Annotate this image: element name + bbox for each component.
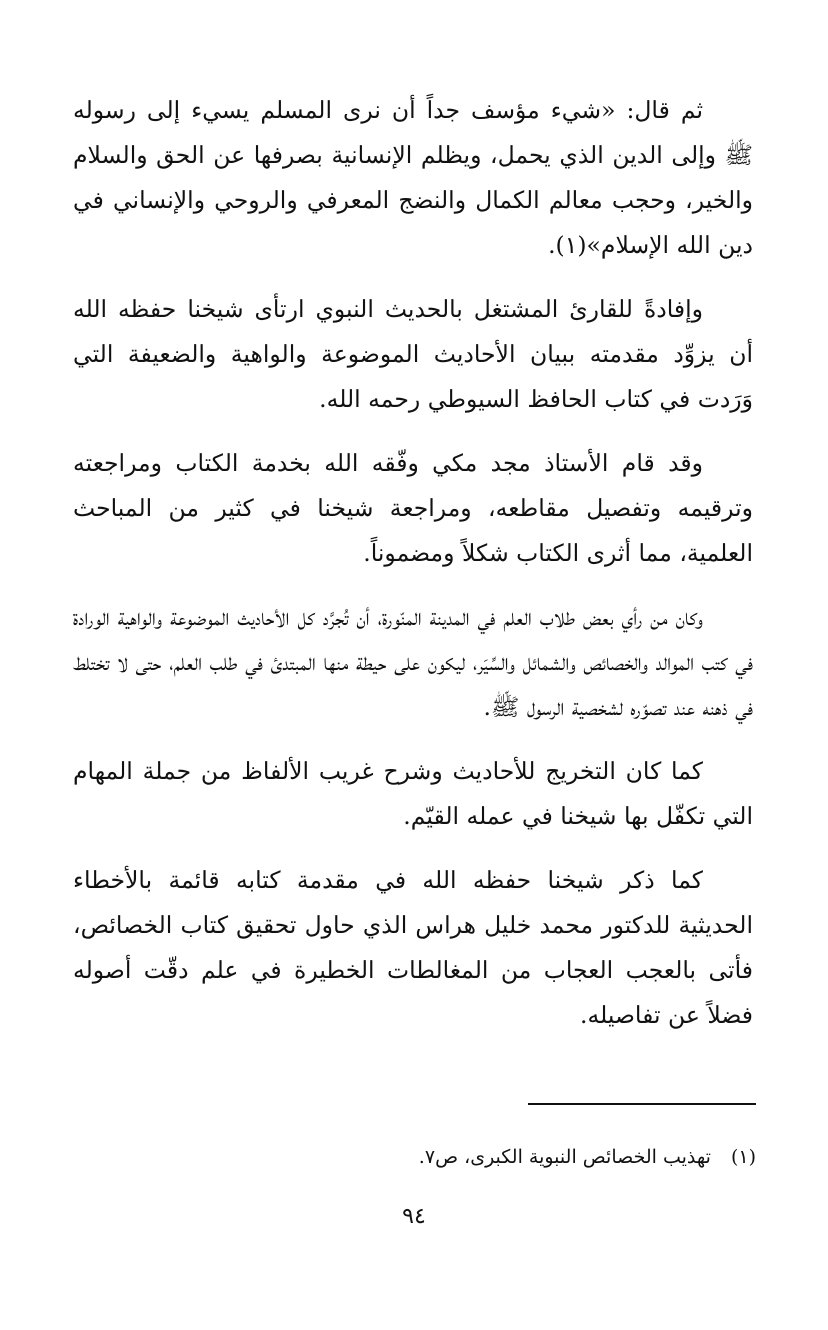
paragraph-4: وكان من رأي بعض طلاب العلم في المدينة المنّورة، أن تُجرَّد كل الأحاديث الموضوعة والواهية الورادة في كتب الموالد والخصائص والشمائل والسِّيَر، ليكون على حيطة منها المبتدئ في طلب العلم، حتى لا تختلط في ذهنه عند تصوّره لشخصية الرسول ﷺ. [73, 603, 753, 721]
footnote-text: تهذيب الخصائص النبوية الكبرى، ص٧. [418, 1146, 711, 1168]
footnote-divider [528, 1103, 756, 1105]
footnote [76, 1142, 756, 1172]
paragraph-1: ثم قال: «شيء مؤسف جداً أن نرى المسلم يسيء إلى رسوله ﷺ وإلى الدين الذي يحمل، ويظلم الإنسانية بصرفها عن الحق والسلام والخير، وحجب معالم الكمال والنضج المعرفي والروحي والإنساني في دين الله الإسلام»(١). [73, 96, 753, 259]
paragraph-6: كما ذكر شيخنا حفظه الله في مقدمة كتابه قائمة بالأخطاء الحديثية للدكتور محمد خليل هراس الذي حاول تحقيق كتاب الخصائص، فأتى بالعجب العجاب من المغالطات الخطيرة في علم دقّت أصوله فضلاً عن تفاصيله. [73, 866, 753, 1029]
footnote-marker: (١) [730, 1146, 756, 1168]
paragraph-5: كما كان التخريج للأحاديث وشرح غريب الألفاظ من جملة المهام التي تكفّل بها شيخنا في عمله القيّم. [73, 757, 753, 830]
main-text [73, 88, 753, 1057]
paragraph-3: وقد قام الأستاذ مجد مكي وفّقه الله بخدمة الكتاب ومراجعته وترقيمه وتفصيل مقاطعه، ومراجعة شيخنا في كثير من المباحث العلمية، مما أثرى الكتاب شكلاً ومضموناً. [73, 449, 753, 567]
page-number: ٩٤ [402, 1204, 426, 1229]
paragraph-2: وإفادةً للقارئ المشتغل بالحديث النبوي ارتأى شيخنا حفظه الله أن يزوِّد مقدمته ببيان الأحاديث الموضوعة والواهية والضعيفة التي وَرَدت في كتاب الحافظ السيوطي رحمه الله. [73, 295, 753, 413]
